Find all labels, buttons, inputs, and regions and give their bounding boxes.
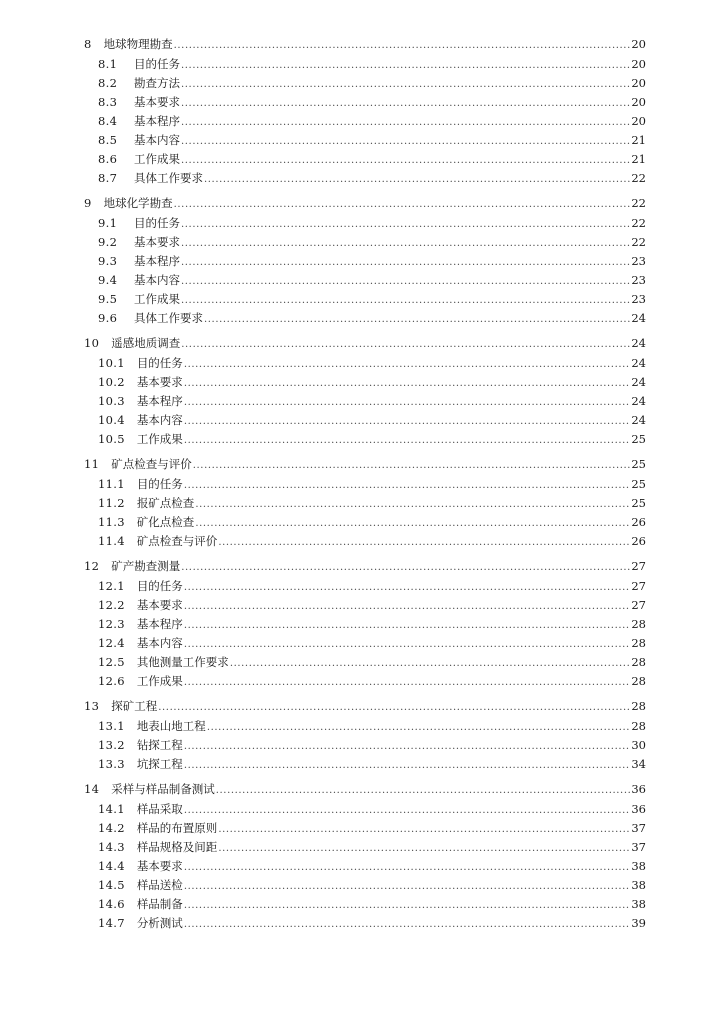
page-number: 36: [631, 802, 646, 816]
subsection-number: 10.4: [98, 413, 125, 427]
dot-leader: [184, 635, 631, 654]
dot-leader: [181, 56, 630, 75]
subsection-number: 11.1: [98, 477, 125, 491]
dot-leader: [181, 94, 630, 113]
page-number: 20: [631, 57, 646, 71]
page-number: 23: [631, 273, 646, 287]
toc-entry-subsection[interactable]: [84, 475, 646, 494]
page-number: 21: [631, 133, 646, 147]
page-number: 28: [631, 719, 646, 733]
chapter-number: 8: [84, 37, 92, 51]
page-number: 21: [631, 152, 646, 166]
subsection-title: 勘查方法: [134, 76, 180, 90]
dot-leader: [195, 514, 630, 533]
dot-leader: [184, 355, 631, 374]
page-number: 23: [631, 292, 646, 306]
toc-entry-chapter[interactable]: [84, 453, 646, 475]
dot-leader: [184, 801, 631, 820]
toc-section: [84, 33, 646, 188]
page-number: 38: [631, 897, 646, 911]
toc-entry-subsection[interactable]: [84, 74, 646, 93]
dot-leader: [184, 476, 631, 495]
dot-leader: [216, 780, 631, 802]
dot-leader: [207, 718, 631, 737]
toc-entry-subsection[interactable]: [84, 895, 646, 914]
toc-entry-subsection[interactable]: [84, 430, 646, 449]
subsection-title: 基本程序: [134, 254, 180, 268]
subsection-number: 8.1: [98, 57, 118, 71]
subsection-number: 12.1: [98, 579, 125, 593]
subsection-title: 具体工作要求: [134, 171, 203, 185]
dot-leader: [181, 75, 630, 94]
subsection-title: 分析测试: [136, 916, 183, 930]
toc-entry-subsection[interactable]: [84, 214, 646, 233]
subsection-number: 9.2: [98, 235, 118, 249]
chapter-title: 采样与样品制备测试: [111, 782, 215, 796]
dot-leader: [218, 839, 630, 858]
toc-entry-subsection[interactable]: [84, 513, 646, 532]
subsection-title: 工作成果: [134, 292, 180, 306]
toc-entry-chapter[interactable]: [84, 332, 646, 354]
subsection-title: 钻探工程: [136, 738, 183, 752]
subsection-number: 8.5: [98, 133, 118, 147]
toc-entry-subsection[interactable]: [84, 252, 646, 271]
subsection-number: 10.2: [98, 375, 125, 389]
dot-leader: [184, 597, 631, 616]
subsection-title: 样品规格及间距: [136, 840, 218, 854]
subsection-number: 13.1: [98, 719, 125, 733]
table-of-contents: [84, 33, 646, 933]
subsection-title: 基本要求: [136, 598, 183, 612]
page-number: 26: [631, 515, 646, 529]
subsection-number: 14.7: [98, 916, 125, 930]
subsection-number: 8.3: [98, 95, 118, 109]
dot-leader: [181, 291, 630, 310]
page-number: 36: [631, 782, 646, 796]
toc-entry-chapter[interactable]: [84, 695, 646, 717]
page-number: 22: [631, 196, 646, 210]
subsection-title: 目的任务: [134, 57, 180, 71]
page-number: 37: [631, 821, 646, 835]
page-number: 38: [631, 859, 646, 873]
subsection-number: 13.2: [98, 738, 125, 752]
page-number: 28: [631, 617, 646, 631]
page-number: 20: [631, 95, 646, 109]
dot-leader: [184, 673, 631, 692]
toc-entry-subsection[interactable]: [84, 131, 646, 150]
subsection-title: 目的任务: [136, 579, 183, 593]
toc-entry-subsection[interactable]: [84, 309, 646, 328]
page-number: 25: [631, 457, 646, 471]
toc-entry-subsection[interactable]: [84, 857, 646, 876]
page-number: 26: [631, 534, 646, 548]
chapter-title: 地球化学勘查: [103, 196, 173, 210]
subsection-number: 13.3: [98, 757, 125, 771]
subsection-number: 8.4: [98, 114, 118, 128]
page-number: 24: [631, 394, 646, 408]
dot-leader: [181, 557, 630, 579]
toc-section: [84, 778, 646, 933]
chapter-title: 矿点检查与评价: [111, 457, 192, 471]
dot-leader: [184, 578, 631, 597]
dot-leader: [174, 194, 631, 216]
dot-leader: [195, 495, 630, 514]
subsection-number: 8.7: [98, 171, 118, 185]
page-number: 22: [631, 216, 646, 230]
toc-entry-subsection[interactable]: [84, 112, 646, 131]
dot-leader: [184, 374, 631, 393]
subsection-number: 14.3: [98, 840, 125, 854]
dot-leader: [181, 253, 630, 272]
toc-entry-subsection[interactable]: [84, 169, 646, 188]
subsection-title: 基本要求: [134, 235, 180, 249]
subsection-title: 样品送检: [136, 878, 183, 892]
toc-entry-chapter[interactable]: [84, 778, 646, 800]
subsection-title: 基本程序: [136, 394, 183, 408]
chapter-number: 10: [84, 336, 100, 350]
dot-leader: [158, 697, 630, 719]
toc-entry-subsection[interactable]: [84, 755, 646, 774]
toc-entry-subsection[interactable]: [84, 373, 646, 392]
page-number: 28: [631, 699, 646, 713]
dot-leader: [218, 533, 630, 552]
chapter-title: 矿产勘查测量: [111, 559, 181, 573]
chapter-number: 9: [84, 196, 92, 210]
toc-entry-chapter[interactable]: [84, 33, 646, 55]
subsection-title: 工作成果: [136, 674, 183, 688]
toc-entry-chapter[interactable]: [84, 555, 646, 577]
subsection-number: 14.2: [98, 821, 125, 835]
dot-leader: [184, 877, 631, 896]
subsection-number: 9.6: [98, 311, 118, 325]
toc-section: [84, 453, 646, 551]
dot-leader: [204, 170, 630, 189]
page-number: 24: [631, 336, 646, 350]
subsection-number: 14.5: [98, 878, 125, 892]
subsection-number: 12.4: [98, 636, 125, 650]
page-number: 38: [631, 878, 646, 892]
toc-entry-subsection[interactable]: [84, 392, 646, 411]
page-number: 25: [631, 496, 646, 510]
subsection-title: 基本程序: [136, 617, 183, 631]
page-number: 24: [631, 311, 646, 325]
subsection-title: 工作成果: [134, 152, 180, 166]
toc-entry-subsection[interactable]: [84, 653, 646, 672]
page-number: 27: [631, 559, 646, 573]
toc-entry-subsection[interactable]: [84, 914, 646, 933]
page-number: 28: [631, 636, 646, 650]
toc-section: [84, 695, 646, 774]
page-number: 28: [631, 655, 646, 669]
dot-leader: [184, 858, 631, 877]
subsection-number: 8.6: [98, 152, 118, 166]
subsection-title: 基本内容: [136, 636, 183, 650]
subsection-number: 11.2: [98, 496, 125, 510]
subsection-title: 基本内容: [136, 413, 183, 427]
dot-leader: [181, 272, 630, 291]
subsection-number: 9.4: [98, 273, 118, 287]
page-number: 20: [631, 114, 646, 128]
subsection-title: 具体工作要求: [134, 311, 203, 325]
dot-leader: [184, 915, 631, 934]
subsection-title: 基本要求: [134, 95, 180, 109]
page-number: 25: [631, 477, 646, 491]
toc-entry-subsection[interactable]: [84, 800, 646, 819]
subsection-title: 目的任务: [134, 216, 180, 230]
subsection-number: 9.5: [98, 292, 118, 306]
dot-leader: [174, 35, 631, 57]
subsection-title: 矿化点检查: [136, 515, 195, 529]
subsection-number: 14.1: [98, 802, 125, 816]
subsection-number: 11.4: [98, 534, 125, 548]
toc-entry-subsection[interactable]: [84, 736, 646, 755]
page-number: 27: [631, 579, 646, 593]
toc-entry-subsection[interactable]: [84, 615, 646, 634]
subsection-title: 地表山地工程: [136, 719, 206, 733]
subsection-number: 9.3: [98, 254, 118, 268]
subsection-title: 矿点检查与评价: [136, 534, 218, 548]
dot-leader: [193, 455, 631, 477]
subsection-title: 工作成果: [136, 432, 183, 446]
subsection-title: 基本要求: [136, 375, 183, 389]
dot-leader: [230, 654, 631, 673]
dot-leader: [184, 412, 631, 431]
page-number: 22: [631, 171, 646, 185]
page-number: 24: [631, 413, 646, 427]
subsection-number: 8.2: [98, 76, 118, 90]
dot-leader: [204, 310, 630, 329]
subsection-number: 10.1: [98, 356, 125, 370]
page-number: 20: [631, 76, 646, 90]
chapter-number: 12: [84, 559, 100, 573]
page-number: 37: [631, 840, 646, 854]
dot-leader: [184, 737, 631, 756]
dot-leader: [181, 132, 630, 151]
toc-entry-subsection[interactable]: [84, 233, 646, 252]
subsection-number: 10.5: [98, 432, 125, 446]
toc-entry-subsection[interactable]: [84, 150, 646, 169]
subsection-title: 基本内容: [134, 133, 180, 147]
dot-leader: [181, 234, 630, 253]
subsection-title: 其他测量工作要求: [136, 655, 229, 669]
dot-leader: [184, 756, 631, 775]
toc-entry-subsection[interactable]: [84, 876, 646, 895]
toc-section: [84, 332, 646, 449]
subsection-title: 样品制备: [136, 897, 183, 911]
page-number: 24: [631, 356, 646, 370]
subsection-number: 14.4: [98, 859, 125, 873]
toc-entry-subsection[interactable]: [84, 411, 646, 430]
page-number: 34: [631, 757, 646, 771]
subsection-title: 报矿点检查: [136, 496, 195, 510]
subsection-number: 12.2: [98, 598, 125, 612]
toc-entry-subsection[interactable]: [84, 271, 646, 290]
chapter-number: 13: [84, 699, 100, 713]
subsection-title: 样品的布置原则: [136, 821, 218, 835]
subsection-number: 11.3: [98, 515, 125, 529]
subsection-number: 14.6: [98, 897, 125, 911]
page-number: 24: [631, 375, 646, 389]
subsection-title: 基本程序: [134, 114, 180, 128]
dot-leader: [181, 334, 630, 356]
toc-entry-subsection[interactable]: [84, 93, 646, 112]
toc-entry-chapter[interactable]: [84, 192, 646, 214]
toc-entry-subsection[interactable]: [84, 55, 646, 74]
chapter-title: 地球物理勘查: [103, 37, 173, 51]
subsection-title: 基本内容: [134, 273, 180, 287]
dot-leader: [218, 820, 630, 839]
dot-leader: [181, 215, 630, 234]
dot-leader: [181, 151, 630, 170]
toc-entry-subsection[interactable]: [84, 717, 646, 736]
subsection-title: 样品采取: [136, 802, 183, 816]
subsection-number: 12.3: [98, 617, 125, 631]
chapter-number: 14: [84, 782, 100, 796]
toc-section: [84, 555, 646, 691]
dot-leader: [181, 113, 630, 132]
chapter-number: 11: [84, 457, 100, 471]
subsection-title: 坑探工程: [136, 757, 183, 771]
toc-entry-subsection[interactable]: [84, 596, 646, 615]
subsection-title: 目的任务: [136, 356, 183, 370]
toc-entry-subsection[interactable]: [84, 819, 646, 838]
subsection-title: 基本要求: [136, 859, 183, 873]
toc-entry-subsection[interactable]: [84, 634, 646, 653]
dot-leader: [184, 393, 631, 412]
toc-entry-subsection[interactable]: [84, 290, 646, 309]
page-number: 28: [631, 674, 646, 688]
dot-leader: [184, 616, 631, 635]
page-number: 23: [631, 254, 646, 268]
page-number: 20: [631, 37, 646, 51]
subsection-number: 12.5: [98, 655, 125, 669]
page-number: 39: [631, 916, 646, 930]
dot-leader: [184, 431, 631, 450]
toc-entry-subsection[interactable]: [84, 838, 646, 857]
toc-entry-subsection[interactable]: [84, 532, 646, 551]
chapter-title: 遥感地质调查: [111, 336, 181, 350]
subsection-number: 12.6: [98, 674, 125, 688]
toc-section: [84, 192, 646, 328]
toc-entry-subsection[interactable]: [84, 494, 646, 513]
toc-entry-subsection[interactable]: [84, 672, 646, 691]
dot-leader: [184, 896, 631, 915]
toc-entry-subsection[interactable]: [84, 577, 646, 596]
chapter-title: 探矿工程: [111, 699, 158, 713]
page-number: 22: [631, 235, 646, 249]
subsection-number: 9.1: [98, 216, 118, 230]
page-number: 30: [631, 738, 646, 752]
page-number: 25: [631, 432, 646, 446]
subsection-title: 目的任务: [136, 477, 183, 491]
subsection-number: 10.3: [98, 394, 125, 408]
page-number: 27: [631, 598, 646, 612]
toc-entry-subsection[interactable]: [84, 354, 646, 373]
